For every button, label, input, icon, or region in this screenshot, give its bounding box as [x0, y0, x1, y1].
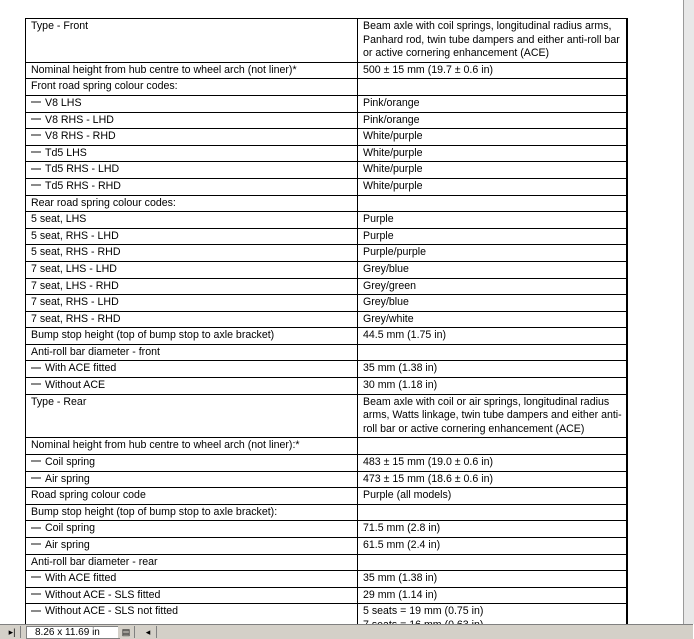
row-value: Pink/orange — [363, 113, 420, 126]
row-label-cell — [26, 455, 358, 472]
row-value-cell — [358, 228, 627, 245]
table-row — [26, 212, 627, 229]
row-value: 29 mm (1.14 in) — [363, 588, 438, 601]
row-value-cell — [358, 62, 627, 79]
row-value-cell — [358, 587, 627, 604]
row-label-cell — [26, 19, 358, 63]
row-label-cell — [26, 79, 358, 96]
row-label: With ACE fitted — [45, 572, 117, 585]
row-value: 5 seats = 19 mm (0.75 in) — [363, 605, 484, 618]
table-row — [26, 471, 627, 488]
row-label: Without ACE - SLS fitted — [45, 588, 161, 601]
row-label-cell — [26, 587, 358, 604]
row-value-cell — [358, 195, 627, 212]
row-value: Beam axle with coil springs, longitudinal radius arms, Panhard rod, twin tube dampers and either anti-roll bar or active cornering enhancement (ACE) — [363, 20, 620, 60]
row-value: 30 mm (1.18 in) — [363, 379, 438, 392]
row-label: Road spring colour code — [31, 489, 146, 502]
row-value-cell — [358, 554, 627, 571]
table-row — [26, 295, 627, 312]
bullet-dash-icon — [31, 134, 41, 136]
row-label-cell — [26, 245, 358, 262]
row-label: 7 seat, RHS - RHD — [31, 312, 121, 325]
row-value: 35 mm (1.38 in) — [363, 362, 438, 375]
table-row — [26, 521, 627, 538]
table-right-border — [626, 18, 628, 624]
table-row — [26, 571, 627, 588]
row-label: Without ACE — [45, 379, 106, 392]
row-label-cell — [26, 62, 358, 79]
table-row — [26, 62, 627, 79]
row-value: White/purple — [363, 179, 423, 192]
row-label: V8 RHS - LHD — [45, 113, 114, 126]
table-row — [26, 228, 627, 245]
row-value-cell — [358, 378, 627, 395]
row-value-cell — [358, 178, 627, 195]
row-label: Without ACE - SLS not fitted — [45, 605, 179, 618]
row-value-cell — [358, 79, 627, 96]
row-label-cell — [26, 344, 358, 361]
row-label: Nominal height from hub centre to wheel arch (not liner)* — [31, 63, 297, 76]
row-value-cell — [358, 278, 627, 295]
row-value-cell — [358, 261, 627, 278]
bullet-dash-icon — [31, 527, 41, 529]
row-label: Bump stop height (top of bump stop to axle bracket): — [31, 505, 278, 518]
row-label: Type - Rear — [31, 395, 87, 408]
table-row — [26, 504, 627, 521]
table-row — [26, 178, 627, 195]
row-label-cell — [26, 112, 358, 129]
row-label-cell — [26, 278, 358, 295]
row-label-cell — [26, 295, 358, 312]
row-value: 61.5 mm (2.4 in) — [363, 539, 441, 551]
page-edge — [683, 0, 694, 624]
row-label-cell — [26, 394, 358, 438]
table-row — [26, 438, 627, 455]
row-value: 35 mm (1.38 in) — [363, 572, 438, 585]
row-value: Beam axle with coil or air springs, longitudinal radius arms, Watts linkage, twin tube dampers and either anti-roll bar or active cornering enhancement (ACE) — [363, 395, 622, 435]
row-label: 7 seat, LHS - RHD — [31, 279, 119, 292]
row-label-cell — [26, 178, 358, 195]
row-label: 5 seat, LHS — [31, 213, 87, 226]
row-label-cell — [26, 554, 358, 571]
row-value: Purple — [363, 213, 394, 226]
table-row — [26, 361, 627, 378]
row-value: Pink/orange — [363, 96, 420, 109]
row-value: Grey/blue — [363, 262, 409, 275]
row-label: Rear road spring colour codes: — [31, 196, 176, 209]
row-value: White/purple — [363, 146, 423, 159]
table-row — [26, 311, 627, 328]
row-value: 71.5 mm (2.8 in) — [363, 522, 441, 535]
table-row — [26, 378, 627, 395]
bullet-dash-icon — [31, 383, 41, 385]
row-label-cell — [26, 311, 358, 328]
row-label: Anti-roll bar diameter - rear — [31, 555, 158, 568]
row-value-cell — [358, 521, 627, 538]
row-value-cell — [358, 245, 627, 262]
row-label-cell — [26, 228, 358, 245]
row-label-cell — [26, 488, 358, 505]
row-label-cell — [26, 195, 358, 212]
bullet-dash-icon — [31, 184, 41, 186]
row-label: Front road spring colour codes: — [31, 80, 178, 93]
row-value-cell — [358, 95, 627, 112]
row-value-cell — [358, 394, 627, 438]
row-label-cell — [26, 261, 358, 278]
row-label-cell — [26, 145, 358, 162]
status-bar — [0, 624, 693, 639]
row-label: Nominal height from hub centre to wheel arch (not liner):* — [31, 439, 300, 452]
table-row — [26, 328, 627, 345]
bullet-dash-icon — [31, 543, 41, 545]
specification-table — [25, 18, 627, 635]
bullet-dash-icon — [31, 576, 41, 578]
table-row — [26, 278, 627, 295]
row-value: 500 ± 15 mm (19.7 ± 0.6 in) — [363, 63, 493, 76]
row-value-cell — [358, 19, 627, 63]
table-row — [26, 261, 627, 278]
row-label-cell — [26, 538, 358, 555]
table-row — [26, 554, 627, 571]
row-value: White/purple — [363, 163, 423, 176]
row-label-cell — [26, 361, 358, 378]
table-row — [26, 538, 627, 555]
row-label: Bump stop height (top of bump stop to axle bracket) — [31, 329, 275, 342]
row-label: Td5 RHS - RHD — [45, 179, 121, 192]
row-value-cell — [358, 112, 627, 129]
row-label: Air spring — [45, 472, 90, 485]
bullet-dash-icon — [31, 118, 41, 120]
row-label-cell — [26, 471, 358, 488]
row-value-cell — [358, 162, 627, 179]
row-label-cell — [26, 95, 358, 112]
row-value-cell — [358, 129, 627, 146]
row-value-cell — [358, 571, 627, 588]
bullet-dash-icon — [31, 367, 41, 369]
row-value-cell — [358, 504, 627, 521]
row-value: Purple — [363, 229, 394, 242]
row-value: White/purple — [363, 130, 423, 143]
row-value: Purple (all models) — [363, 489, 452, 502]
row-value: Grey/green — [363, 279, 416, 292]
row-label-cell — [26, 212, 358, 229]
row-label-cell — [26, 504, 358, 521]
table-row — [26, 195, 627, 212]
row-label: Td5 RHS - LHD — [45, 163, 120, 176]
table-row — [26, 162, 627, 179]
table-row — [26, 112, 627, 129]
row-label-cell — [26, 328, 358, 345]
row-label-cell — [26, 129, 358, 146]
bullet-dash-icon — [31, 610, 41, 612]
table-row — [26, 95, 627, 112]
table-row — [26, 344, 627, 361]
row-value-cell — [358, 538, 627, 555]
row-value: 483 ± 15 mm (19.0 ± 0.6 in) — [363, 456, 493, 469]
bullet-dash-icon — [31, 168, 41, 170]
row-value-cell — [358, 344, 627, 361]
table-row — [26, 394, 627, 438]
table-row — [26, 245, 627, 262]
row-label: With ACE fitted — [45, 362, 117, 375]
row-label: V8 LHS — [45, 96, 82, 109]
row-label-cell — [26, 521, 358, 538]
row-label-cell — [26, 438, 358, 455]
row-label-cell — [26, 571, 358, 588]
page-size-display: 8.26 x 11.69 in — [26, 626, 120, 639]
bullet-dash-icon — [31, 101, 41, 103]
row-label: Anti-roll bar diameter - front — [31, 345, 160, 358]
table-row — [26, 145, 627, 162]
table-row — [26, 79, 627, 96]
row-label: Air spring — [45, 539, 90, 551]
row-value-cell — [358, 471, 627, 488]
row-value: 44.5 mm (1.75 in) — [363, 329, 447, 342]
bullet-dash-icon — [31, 460, 41, 462]
row-value-cell — [358, 361, 627, 378]
row-value-cell — [358, 328, 627, 345]
table-row — [26, 455, 627, 472]
row-label: Coil spring — [45, 522, 96, 535]
row-label: 7 seat, RHS - LHD — [31, 296, 119, 309]
table-row — [26, 488, 627, 505]
row-label: Td5 LHS — [45, 146, 87, 159]
row-value-cell — [358, 455, 627, 472]
row-label: Type - Front — [31, 20, 89, 32]
row-value: Grey/white — [363, 312, 414, 325]
bullet-dash-icon — [31, 151, 41, 153]
row-value: Grey/blue — [363, 296, 409, 309]
table-row — [26, 129, 627, 146]
row-label-cell — [26, 378, 358, 395]
row-value-cell — [358, 295, 627, 312]
row-value-cell — [358, 438, 627, 455]
row-label: 5 seat, RHS - LHD — [31, 229, 119, 242]
scroll-left-icon[interactable]: ◂ — [140, 626, 157, 638]
row-value-cell — [358, 311, 627, 328]
row-value-cell — [358, 145, 627, 162]
row-value: Purple/purple — [363, 246, 427, 259]
bullet-dash-icon — [31, 477, 41, 479]
row-label: Coil spring — [45, 456, 96, 469]
table-row — [26, 19, 627, 63]
row-label-cell — [26, 162, 358, 179]
bullet-dash-icon — [31, 593, 41, 595]
row-value-cell — [358, 488, 627, 505]
table-row — [26, 587, 627, 604]
row-value: 473 ± 15 mm (18.6 ± 0.6 in) — [363, 472, 493, 485]
last-page-icon[interactable]: ▸| — [4, 626, 21, 638]
row-value-cell — [358, 212, 627, 229]
row-label: V8 RHS - RHD — [45, 130, 116, 143]
row-label: 7 seat, LHS - LHD — [31, 262, 117, 275]
row-label: 5 seat, RHS - RHD — [31, 246, 121, 259]
page-layout-icon[interactable]: ▤ — [118, 626, 135, 638]
